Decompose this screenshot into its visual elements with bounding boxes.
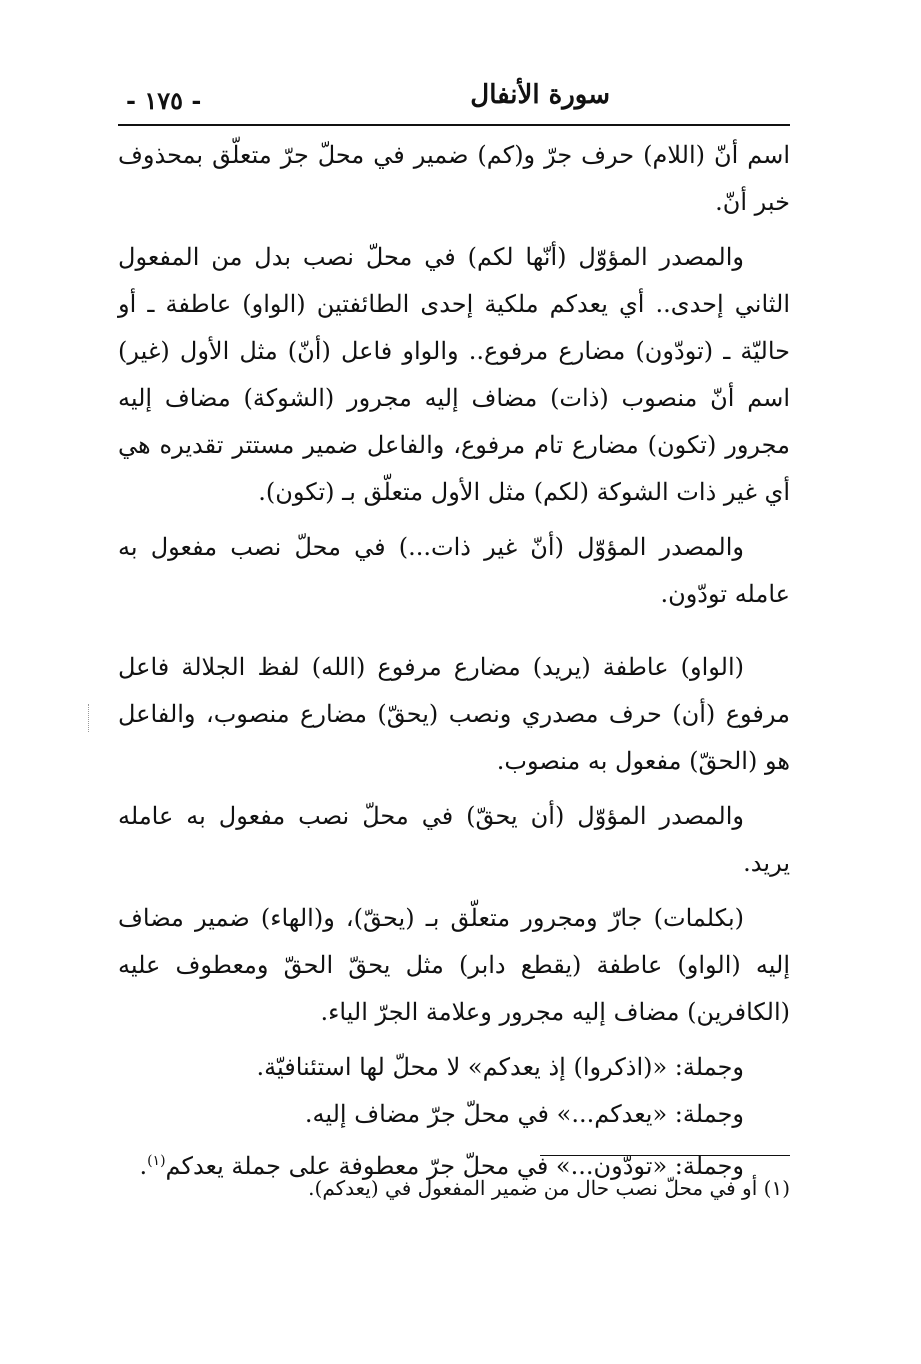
paragraph-6: (بكلمات) جارّ ومجرور متعلّق بـ (يحقّ)، و(الهاء) ضمير مضاف إليه (الواو) عاطفة (يقطع دابر) مثل يحقّ الحقّ ومعطوف عليه (الكافرين) مضاف إليه مجرور وعلامة الجرّ الياء. [118,904,790,1026]
page-header [118,72,790,124]
paragraph-4: (الواو) عاطفة (يريد) مضارع مرفوع (الله) لفظ الجلالة فاعل مرفوع (أن) حرف مصدري ونصب (يحقّ) مضارع منصوب، والفاعل هو (الحقّ) مفعول به منصوب. [118,653,790,775]
jumla-1: وجملة: «(اذكروا) إذ يعدكم» لا محلّ لها استئنافيّة. [256,1053,744,1081]
footnote: (١) أو في محلّ نصب حال من ضمير المفعول في (يعدكم). [308,1176,790,1200]
surah-title: سورة الأنفال [470,80,610,110]
page-number: - ١٧٥ - [126,86,202,115]
main-text [118,132,790,1190]
paragraph-1: اسم أنّ (اللام) حرف جرّ و(كم) ضمير في محلّ جرّ متعلّق بمحذوف خبر أنّ. [118,141,790,216]
paragraph-5: والمصدر المؤوّل (أن يحقّ) في محلّ نصب مفعول به عامله يريد. [118,802,790,877]
jumla-2: وجملة: «يعدكم...» في محلّ جرّ مضاف إليه. [304,1100,744,1128]
footnote-reference: (١) [147,1153,166,1169]
footnote-divider [540,1155,790,1156]
paragraph-gap [118,626,790,644]
paragraph-3: والمصدر المؤوّل (أنّ غير ذات...) في محلّ نصب مفعول به عامله تودّون. [118,533,790,608]
header-divider [118,124,790,126]
margin-mark [88,704,89,732]
paragraph-2: والمصدر المؤوّل (أنّها لكم) في محلّ نصب بدل من المفعول الثاني إحدى.. أي يعدكم ملكية إحدى الطائفتين (الواو) عاطفة ـ أو حاليّة ـ (تودّون) مضارع مرفوع.. والواو فاعل (أنّ) مثل الأول (غير) اسم أنّ منصوب (ذات) مضاف إليه مجرور (الشوكة) مضاف إليه مجرور (تكون) مضارع تام مرفوع، والفاعل ضمير مستتر تقديره هي أي غير ذات الشوكة (لكم) مثل الأول متعلّق بـ (تكون). [118,243,790,506]
jumla-3-text: وجملة: «تودّون...» في محلّ جرّ معطوفة على جملة يعدكم [165,1152,744,1180]
jumla-3-end: . [139,1152,148,1180]
